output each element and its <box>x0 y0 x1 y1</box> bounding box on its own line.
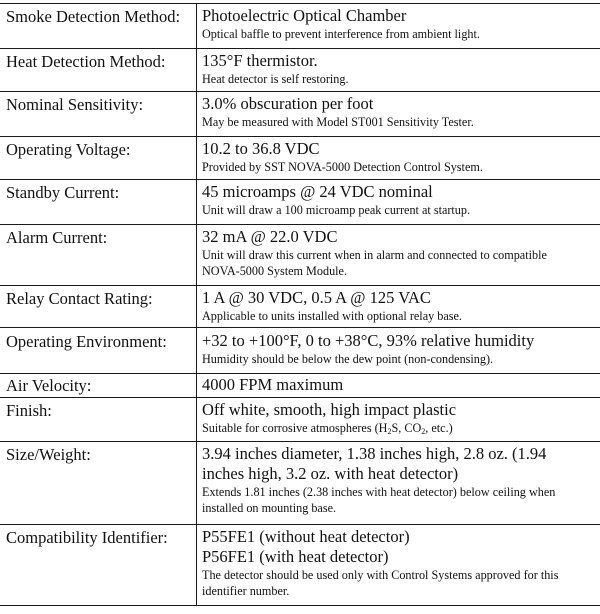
row-label: Size/Weight: <box>6 445 91 464</box>
row-divider <box>0 605 600 606</box>
value-note: Extends 1.81 inches (2.38 inches with heat detector) below ceiling when installed on mounting base. <box>202 485 556 515</box>
row-value <box>202 331 596 367</box>
value-note: Humidity should be below the dew point (non-condensing). <box>202 352 494 366</box>
row-divider <box>0 524 600 525</box>
row-label: Finish: <box>6 401 52 420</box>
row-label: Operating Environment: <box>6 332 167 351</box>
value-note: Suitable for corrosive atmospheres ($H_2S$, $CO_2$, etc.) <box>202 421 453 436</box>
row-value <box>202 182 596 218</box>
value-line: 135°F thermistor. <box>202 51 318 70</box>
row-label: Nominal Sensitivity: <box>6 95 144 114</box>
row-label: Smoke Detection Method: <box>6 7 181 26</box>
row-value <box>202 527 596 599</box>
row-label: Alarm Current: <box>6 228 108 247</box>
row-value <box>202 139 596 175</box>
value-note: Provided by SST NOVA-5000 Detection Control System. <box>202 160 483 174</box>
row-value <box>202 51 596 87</box>
row-value <box>202 227 596 279</box>
row-label: Compatibility Identifier: <box>6 528 168 547</box>
value-line: 3.0% obscuration per foot <box>202 94 374 113</box>
value-line: +32 to +100°F, 0 to +38°C, 93% relative humidity <box>202 331 535 350</box>
column-divider <box>196 3 197 605</box>
value-line: 4000 FPM maximum <box>202 375 344 394</box>
row-value <box>202 288 596 324</box>
row-divider <box>0 285 600 286</box>
value-note: Unit will draw this current when in alarm and connected to compatible NOVA-5000 System Module. <box>202 248 547 278</box>
row-label: Standby Current: <box>6 183 120 202</box>
row-label: Relay Contact Rating: <box>6 289 153 308</box>
value-line: Off white, smooth, high impact plastic <box>202 400 457 419</box>
value-line: 45 microamps @ 24 VDC nominal <box>202 182 433 201</box>
value-line: P56FE1 (with heat detector) <box>202 547 389 566</box>
value-note: Unit will draw a 100 microamp peak current at startup. <box>202 203 471 217</box>
row-divider <box>0 224 600 225</box>
value-note: Heat detector is self restoring. <box>202 72 349 86</box>
row-divider <box>0 441 600 442</box>
value-note: Optical baffle to prevent interference from ambient light. <box>202 27 480 41</box>
row-divider <box>0 179 600 180</box>
row-divider <box>0 48 600 49</box>
value-note: Applicable to units installed with optional relay base. <box>202 309 462 323</box>
value-line: 3.94 inches diameter, 1.38 inches high, 2.8 oz. (1.94 inches high, 3.2 oz. with heat detector) <box>202 444 547 483</box>
value-line: Photoelectric Optical Chamber <box>202 6 407 25</box>
value-line: 10.2 to 36.8 VDC <box>202 139 320 158</box>
row-value <box>202 400 596 436</box>
row-divider <box>0 136 600 137</box>
row-value <box>202 6 596 42</box>
row-value <box>202 444 596 516</box>
row-value <box>202 375 596 395</box>
row-divider <box>0 397 600 398</box>
value-line: 32 mA @ 22.0 VDC <box>202 227 338 246</box>
row-value <box>202 94 596 130</box>
row-label: Operating Voltage: <box>6 140 131 159</box>
row-divider <box>0 373 600 374</box>
value-line: P55FE1 (without heat detector) <box>202 527 410 546</box>
row-divider <box>0 327 600 328</box>
row-divider <box>0 91 600 92</box>
row-label: Heat Detection Method: <box>6 52 166 71</box>
row-divider <box>0 3 600 4</box>
value-note: The detector should be used only with Control Systems approved for this identifier number. <box>202 568 559 598</box>
value-line: 1 A @ 30 VDC, 0.5 A @ 125 VAC <box>202 288 431 307</box>
row-label: Air Velocity: <box>6 376 92 395</box>
value-note: May be measured with Model ST001 Sensitivity Tester. <box>202 115 474 129</box>
